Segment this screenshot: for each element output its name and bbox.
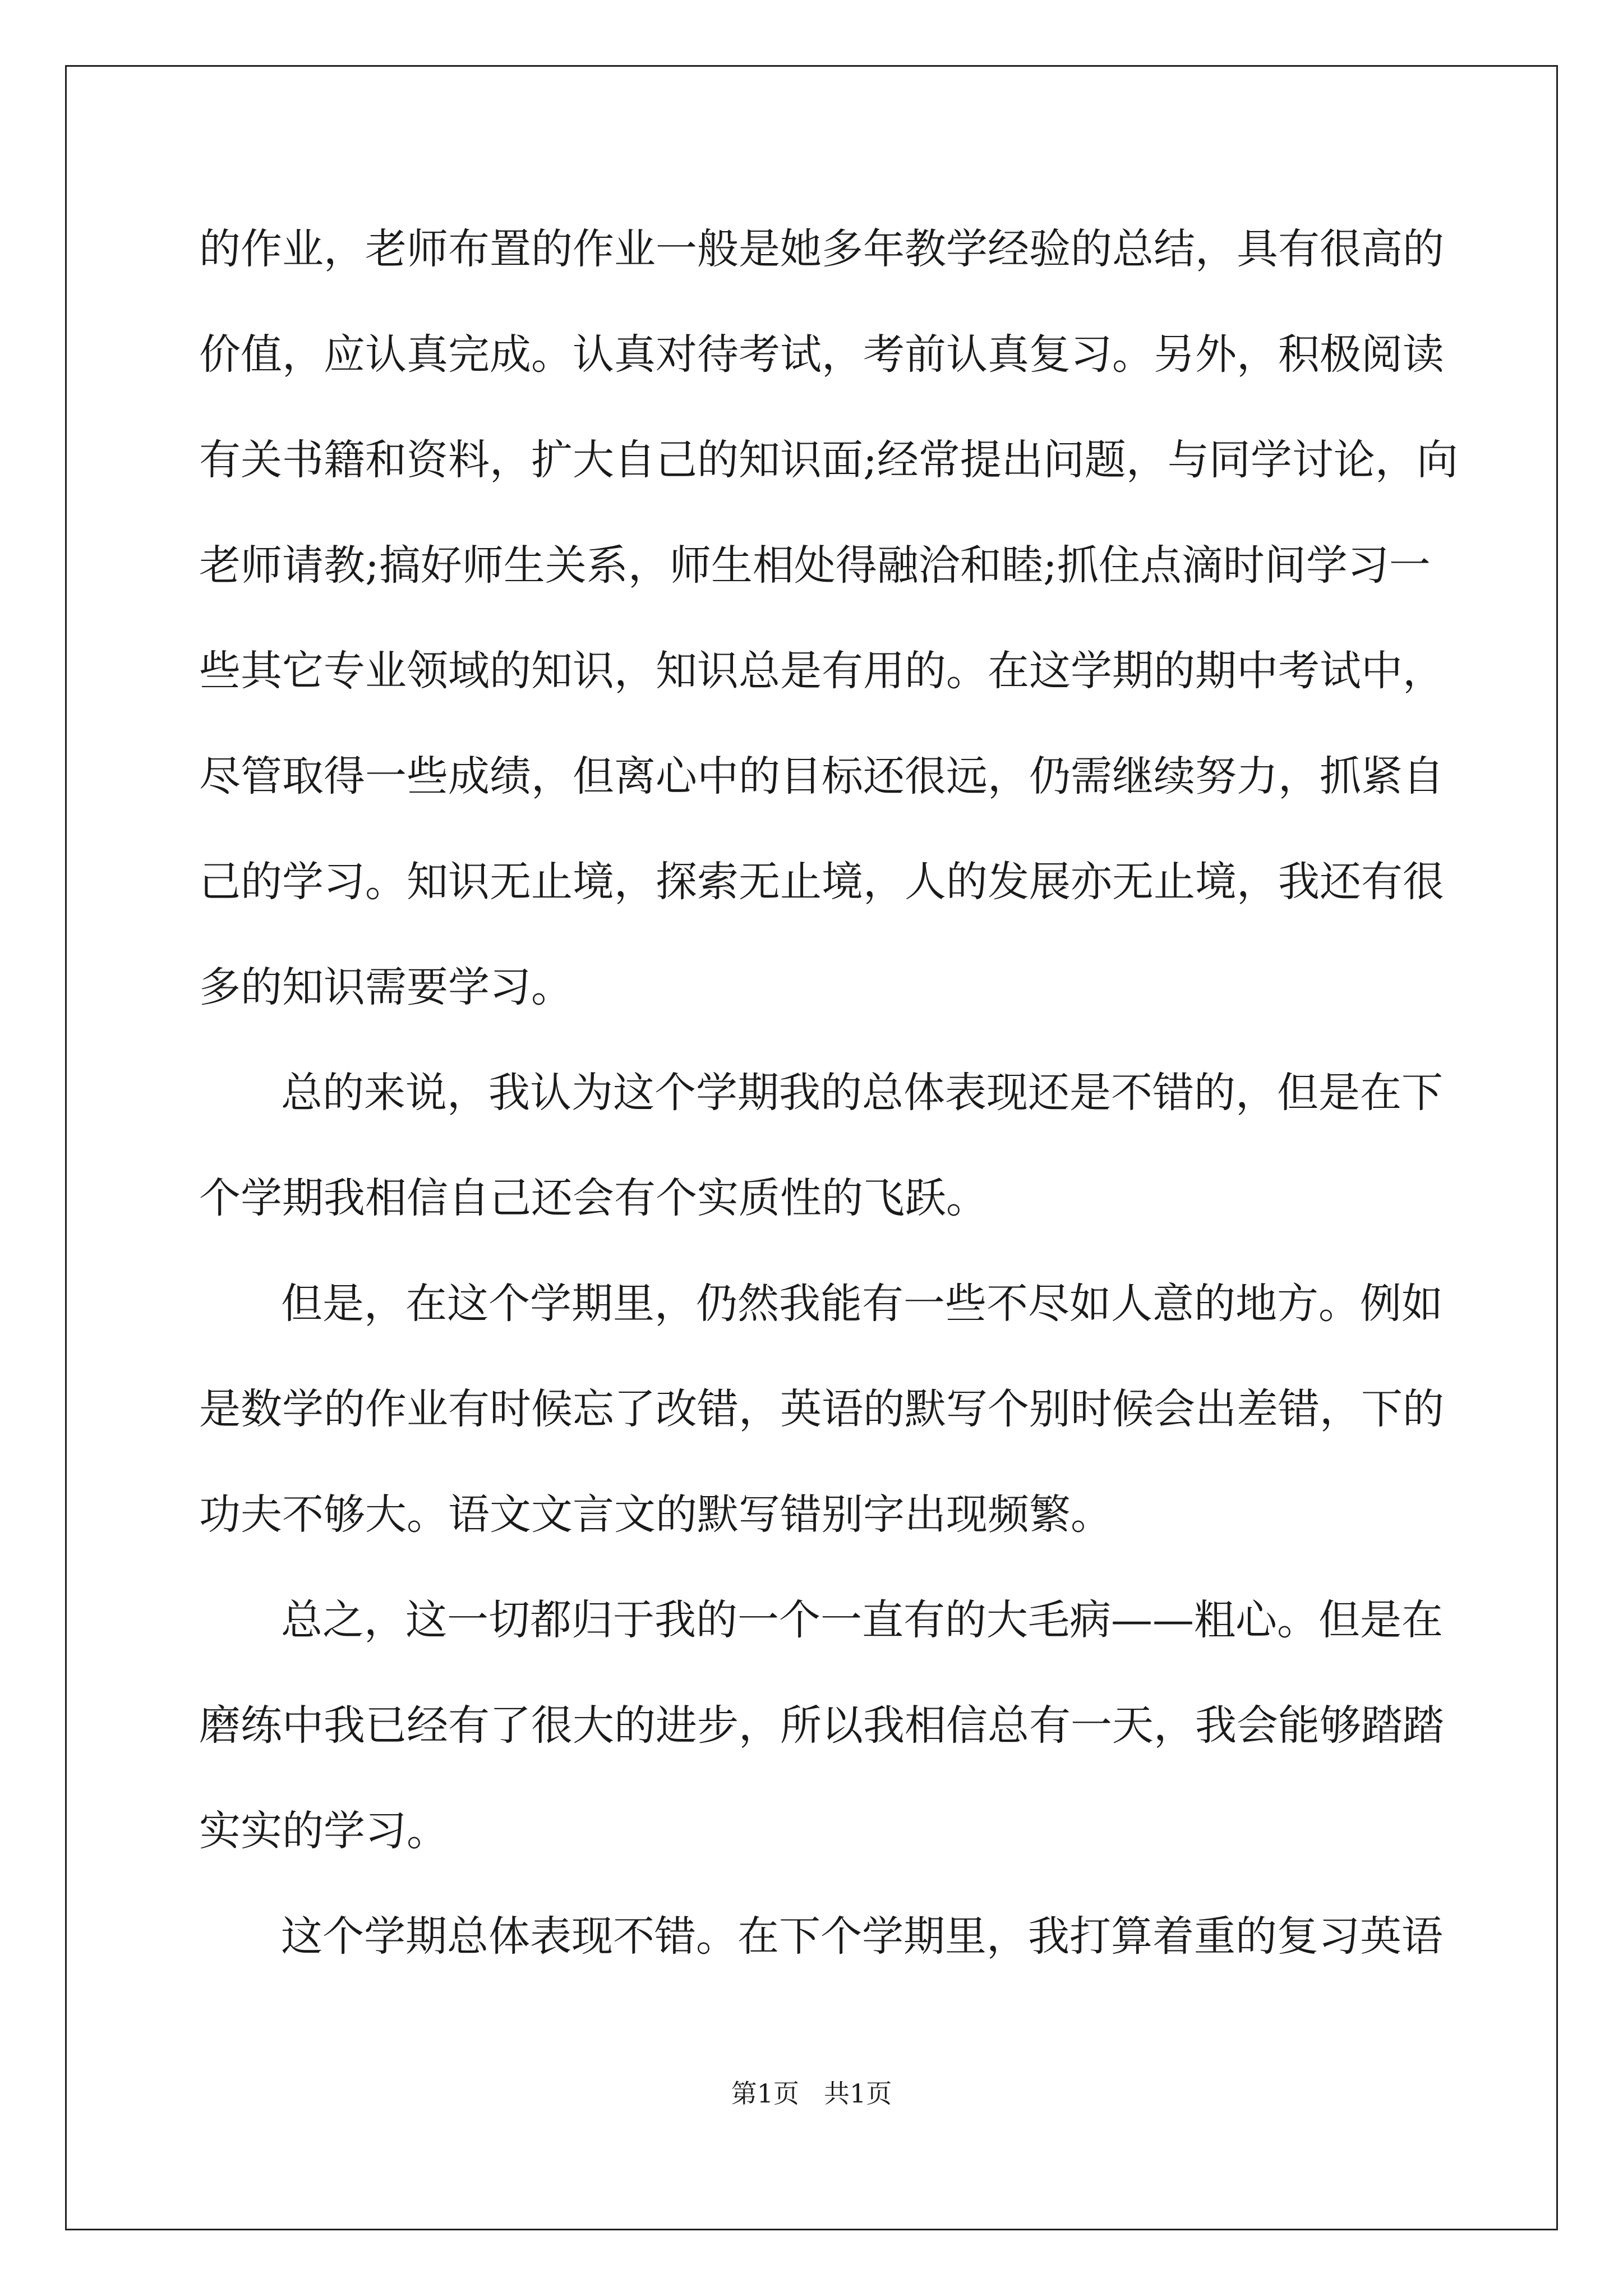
text-line: 磨练中我已经有了很大的进步，所以我相信总有一天，我会能够踏踏 [199,1701,1444,1750]
page-border [65,65,1558,2230]
paragraph-first-line: 总之，这一切都归于我的一个一直有的大毛病——粗心。但是在 [281,1596,1443,1644]
text-line: 多的知识需要学习。 [199,963,573,1011]
page-number-total: 共1页 [824,2078,892,2109]
text-line: 是数学的作业有时候忘了改错，英语的默写个别时候会出差错，下的 [199,1385,1444,1433]
paragraph-first-line: 这个学期总体表现不错。在下个学期里，我打算着重的复习英语 [281,1912,1443,1961]
page-number-current: 第1页 [731,2078,799,2109]
text-line: 功夫不够大。语文文言文的默写错别字出现频繁。 [199,1490,1112,1539]
text-line: 己的学习。知识无止境，探索无止境，人的发展亦无止境，我还有很 [199,858,1444,906]
page-footer [0,2077,1623,2110]
paragraph-first-line: 总的来说，我认为这个学期我的总体表现还是不错的，但是在下 [281,1069,1443,1117]
text-line: 个学期我相信自己还会有个实质性的飞跃。 [199,1174,988,1222]
text-line: 些其它专业领域的知识，知识总是有用的。在这学期的期中考试中， [199,647,1444,695]
paragraph-first-line: 但是，在这个学期里，仍然我能有一些不尽如人意的地方。例如 [281,1280,1443,1328]
text-line: 的作业，老师布置的作业一般是她多年教学经验的总结，具有很高的 [199,225,1444,273]
text-line: 老师请教;搞好师生关系，师生相处得融洽和睦;抓住点滴时间学习一 [199,541,1431,590]
text-line: 实实的学习。 [199,1807,448,1855]
text-line: 尽管取得一些成绩，但离心中的目标还很远，仍需继续努力，抓紧自 [199,752,1444,800]
text-line: 有关书籍和资料，扩大自己的知识面;经常提出问题，与同学讨论，向 [199,436,1458,484]
text-line: 价值，应认真完成。认真对待考试，考前认真复习。另外，积极阅读 [199,330,1444,379]
